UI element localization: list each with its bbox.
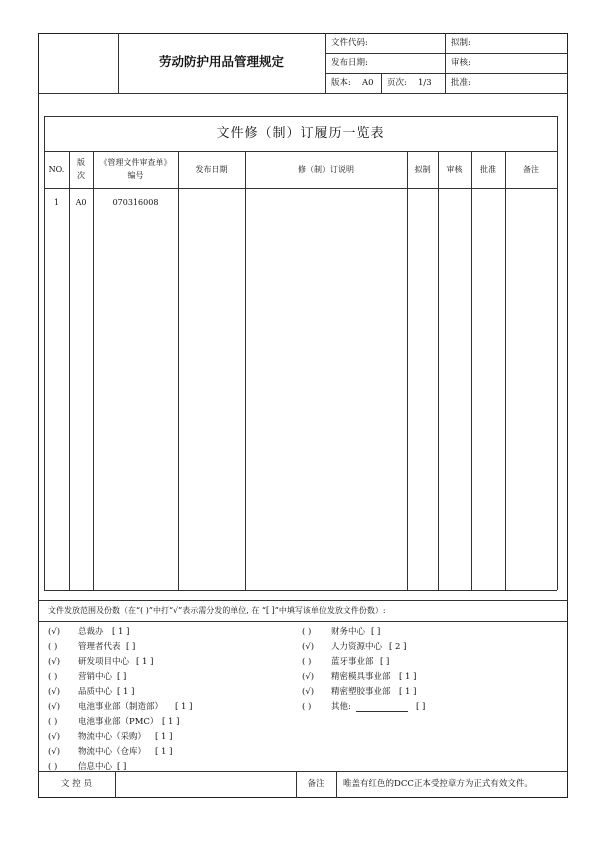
cell-no: 1	[53, 198, 60, 207]
column-divider	[438, 151, 439, 590]
review-label: 审核:	[451, 58, 471, 68]
col-header-issue-date: 发布日期	[195, 165, 228, 174]
dist-item-check[interactable]: (√)	[48, 627, 61, 637]
dist-item-count[interactable]: [ 1 ]	[399, 672, 417, 682]
issue-date-label: 发布日期:	[331, 58, 368, 68]
dist-item-dept: 电池事业部（PMC）	[78, 717, 159, 727]
column-divider	[178, 151, 179, 590]
dist-item-check[interactable]: ( )	[48, 762, 58, 772]
dist-item-dept: 品质中心	[78, 687, 113, 697]
other-dept-blank[interactable]	[356, 711, 408, 712]
version-value: A0	[362, 78, 374, 88]
table-line	[44, 151, 557, 152]
dist-item-count[interactable]: [ 1 ]	[155, 747, 173, 757]
dist-item-dept: 其他:	[331, 702, 351, 712]
col-header-review-form: 编号	[127, 171, 144, 180]
cell-form-no: 070316008	[112, 198, 159, 207]
section-line	[38, 600, 568, 601]
column-divider	[471, 151, 472, 590]
col-header-approve: 批准	[480, 165, 496, 174]
dist-item-check[interactable]: ( )	[48, 642, 58, 652]
dist-item-count[interactable]: [ 1 ]	[162, 717, 180, 727]
col-header-review-form: 《管理文件审查单》	[99, 158, 172, 167]
dist-item-count[interactable]: [ 1 ]	[117, 687, 135, 697]
dist-item-count[interactable]: [ 1 ]	[175, 702, 193, 712]
col-header-description: 修（制）订说明	[298, 165, 354, 174]
dist-item-count[interactable]: [ ]	[380, 657, 390, 667]
header-divider	[445, 33, 446, 93]
dist-item-check[interactable]: ( )	[302, 702, 312, 712]
col-header-no: NO.	[48, 165, 65, 174]
dist-item-check[interactable]: (√)	[302, 642, 315, 652]
dist-item-dept: 信息中心	[78, 762, 113, 772]
dist-item-dept: 财务中心	[331, 627, 366, 637]
dist-item-check[interactable]: (√)	[302, 672, 315, 682]
table-bottom-line	[44, 590, 557, 591]
dist-item-check[interactable]: ( )	[302, 627, 312, 637]
header-row-line	[325, 53, 568, 54]
table-right-border	[557, 116, 558, 590]
remark-text: 唯盖有红色的DCC正本受控章方为正式有效文件。	[343, 779, 533, 789]
revision-table-title: 文件修（制）订履历一览表	[216, 126, 385, 141]
page-value: 1/3	[418, 78, 432, 88]
dist-item-dept: 管理者代表	[78, 642, 121, 652]
section-line	[38, 621, 568, 622]
column-divider	[69, 151, 70, 590]
header-divider	[381, 73, 382, 93]
table-top-line	[44, 116, 557, 117]
footer-divider	[115, 771, 116, 798]
dist-item-dept: 研发项目中心	[78, 657, 130, 667]
dist-item-count[interactable]: [ 1 ]	[155, 732, 173, 742]
dist-item-count[interactable]: [ ]	[416, 702, 426, 712]
header-bottom-line	[38, 93, 568, 94]
dist-item-check[interactable]: ( )	[302, 657, 312, 667]
dist-item-count[interactable]: [ ]	[126, 642, 136, 652]
version-label: 版本:	[331, 78, 351, 88]
cell-version: A0	[75, 198, 87, 207]
approve-label: 批准:	[451, 78, 471, 88]
document-title: 劳动防护用品管理规定	[158, 54, 284, 69]
header-divider	[325, 33, 326, 93]
document-controller-label: 文 控 员	[61, 779, 92, 789]
col-header-version: 次	[77, 171, 85, 180]
dist-item-dept: 人力资源中心	[331, 642, 383, 652]
dist-item-count[interactable]: [ 1 ]	[399, 687, 417, 697]
dist-item-check[interactable]: (√)	[302, 687, 315, 697]
document-frame	[38, 33, 568, 798]
col-header-draft: 拟制	[414, 165, 431, 174]
remark-label: 备注	[307, 779, 325, 789]
doc-code-label: 文件代码:	[331, 38, 368, 48]
dist-item-check[interactable]: ( )	[48, 717, 58, 727]
dist-item-dept: 蓝牙事业部	[331, 657, 374, 667]
dist-item-count[interactable]: [ 1 ]	[136, 657, 154, 667]
page-label: 页次:	[387, 78, 407, 88]
header-row-line	[325, 73, 568, 74]
dist-item-dept: 物流中心（采购）	[78, 732, 147, 742]
table-line	[44, 188, 557, 189]
col-header-review: 审核	[446, 165, 463, 174]
footer-top-line	[38, 771, 568, 772]
dist-item-count[interactable]: [ 1 ]	[112, 627, 130, 637]
dist-item-check[interactable]: ( )	[48, 672, 58, 682]
footer-divider	[336, 771, 337, 798]
dist-item-count[interactable]: [ 2 ]	[389, 642, 407, 652]
column-divider	[245, 151, 246, 590]
dist-item-check[interactable]: (√)	[48, 732, 61, 742]
column-divider	[505, 151, 506, 590]
dist-item-count[interactable]: [ ]	[117, 762, 127, 772]
column-divider	[93, 151, 94, 590]
column-divider	[407, 151, 408, 590]
dist-item-dept: 电池事业部（制造部）	[78, 702, 164, 712]
dist-item-dept: 精密模具事业部	[331, 672, 391, 682]
dist-item-dept: 营销中心	[78, 672, 113, 682]
col-header-version: 版	[77, 158, 85, 167]
distribution-instruction: 文件发放范围及份数（在“( )”中打“√”表示需分发的单位, 在 “[ ]”中填写该单位发放文件份数）:	[48, 606, 386, 615]
dist-item-dept: 总裁办	[78, 627, 104, 637]
dist-item-check[interactable]: (√)	[48, 657, 61, 667]
dist-item-dept: 物流中心（仓库）	[78, 747, 147, 757]
table-left-border	[44, 116, 45, 590]
col-header-remark: 备注	[523, 165, 539, 174]
dist-item-check[interactable]: (√)	[48, 687, 61, 697]
dist-item-check[interactable]: (√)	[48, 702, 61, 712]
dist-item-dept: 精密塑胶事业部	[331, 687, 391, 697]
dist-item-check[interactable]: (√)	[48, 747, 61, 757]
dist-item-count[interactable]: [ ]	[371, 627, 381, 637]
dist-item-count[interactable]: [ ]	[117, 672, 127, 682]
draft-label: 拟制:	[451, 38, 471, 48]
